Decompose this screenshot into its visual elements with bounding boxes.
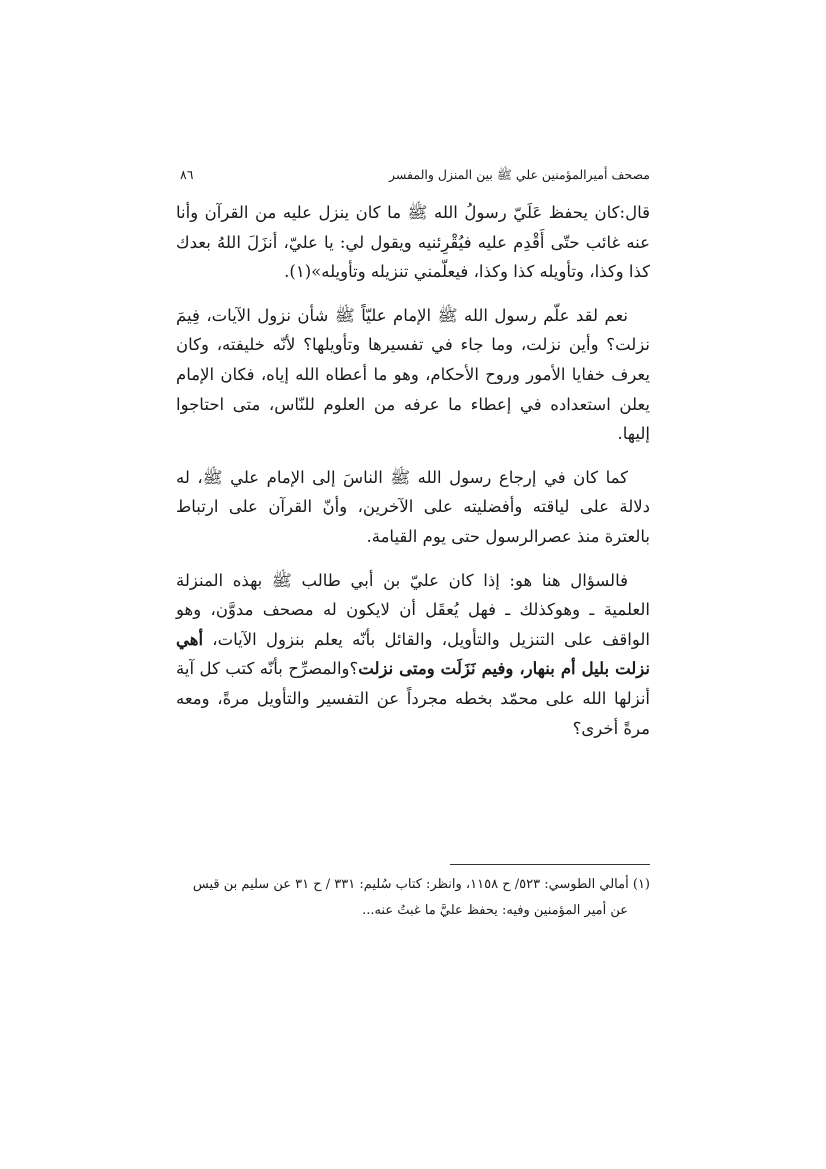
footnote-line-2: عن أمير المؤمنين وفيه: يحفظ عليَّ ما غبتُ عنه... <box>362 903 628 918</box>
running-title: مصحف أميرالمؤمنين علي ﷺ بين المنزل والمفسر <box>389 167 650 182</box>
book-page <box>176 160 650 960</box>
running-header <box>176 164 650 186</box>
footnote-reference: (١). <box>284 262 312 282</box>
footnote-divider <box>450 864 650 865</box>
paragraph-3: كما كان في إرجاع رسول الله ﷺ الناسَ إلى الإمام علي ﷺ، له دلالة على لياقته وأفضليته على الآخرين، وأنّ القرآن على ارتباط بالعترة منذ عصرالرسول حتى يوم القيامة. <box>176 467 650 546</box>
footnote <box>176 872 650 924</box>
paragraph-4-bold-phrase: أهي نزلت بليل أم بنهار، وفيم نَزَلَت ومتى نزلت <box>176 629 651 679</box>
paragraph-4 <box>176 566 650 744</box>
paragraph-4-text-c: ؟والمصرِّح بأنّه كتب كل آية أنزلها الله على محمّد بخطه مجرداً عن التفسير والتأويل مرةً، ومعه مرةً أخرى؟ <box>176 659 650 738</box>
paragraph-1 <box>176 198 650 287</box>
body-text <box>176 198 650 757</box>
paragraph-4-text-a: فالسؤال هنا هو: إذا كان عليّ بن أبي طالب ﷺ بهذه المنزلة العلمية ـ وهوكذلك ـ فهل يُعقَل أن لايكون له مصحف مدوَّن، وهو الواقف على التنزيل والتأويل، والقائل بأنّه يعلم بنزول الآيات، <box>176 570 650 649</box>
paragraph-1-text: قال:كان يحفظ عَلَيّ رسولُ الله ﷺ ما كان ينزل عليه من القرآن وأنا عنه غائب حتّى أَقْدِم عليه فيُقْرِئنيه ويقول لي: يا عليّ، أنزَلَ اللهُ بعدك كذا وكذا، وتأويله كذا وكذا، فيعلّمني تنزيله وتأويله» <box>176 203 650 282</box>
footnote-line-1: (١) أمالي الطوسي: ٥٢٣/ ح ١١٥٨، وانظر: كتاب سُليم: ٣٣١ / ح ٣١ عن سليم بن قيس <box>192 877 650 892</box>
paragraph-2: نعم لقد علّم رسول الله ﷺ الإمام عليّاً ﷺ شأن نزول الآيات، فِيمَ نزلت؟ وأين نزلت، وما جاء في تفسيرها وتأويلها؟ لأنّه خليفته، وكان يعرف خفايا الأمور وروح الأحكام، وهو ما أعطاه الله إياه، فكان الإمام يعلن استعداده في إعطاء ما عرفه من العلوم للنّاس، متى احتاجوا إليها. <box>176 305 650 444</box>
page-number: ٨٦ <box>180 167 194 182</box>
